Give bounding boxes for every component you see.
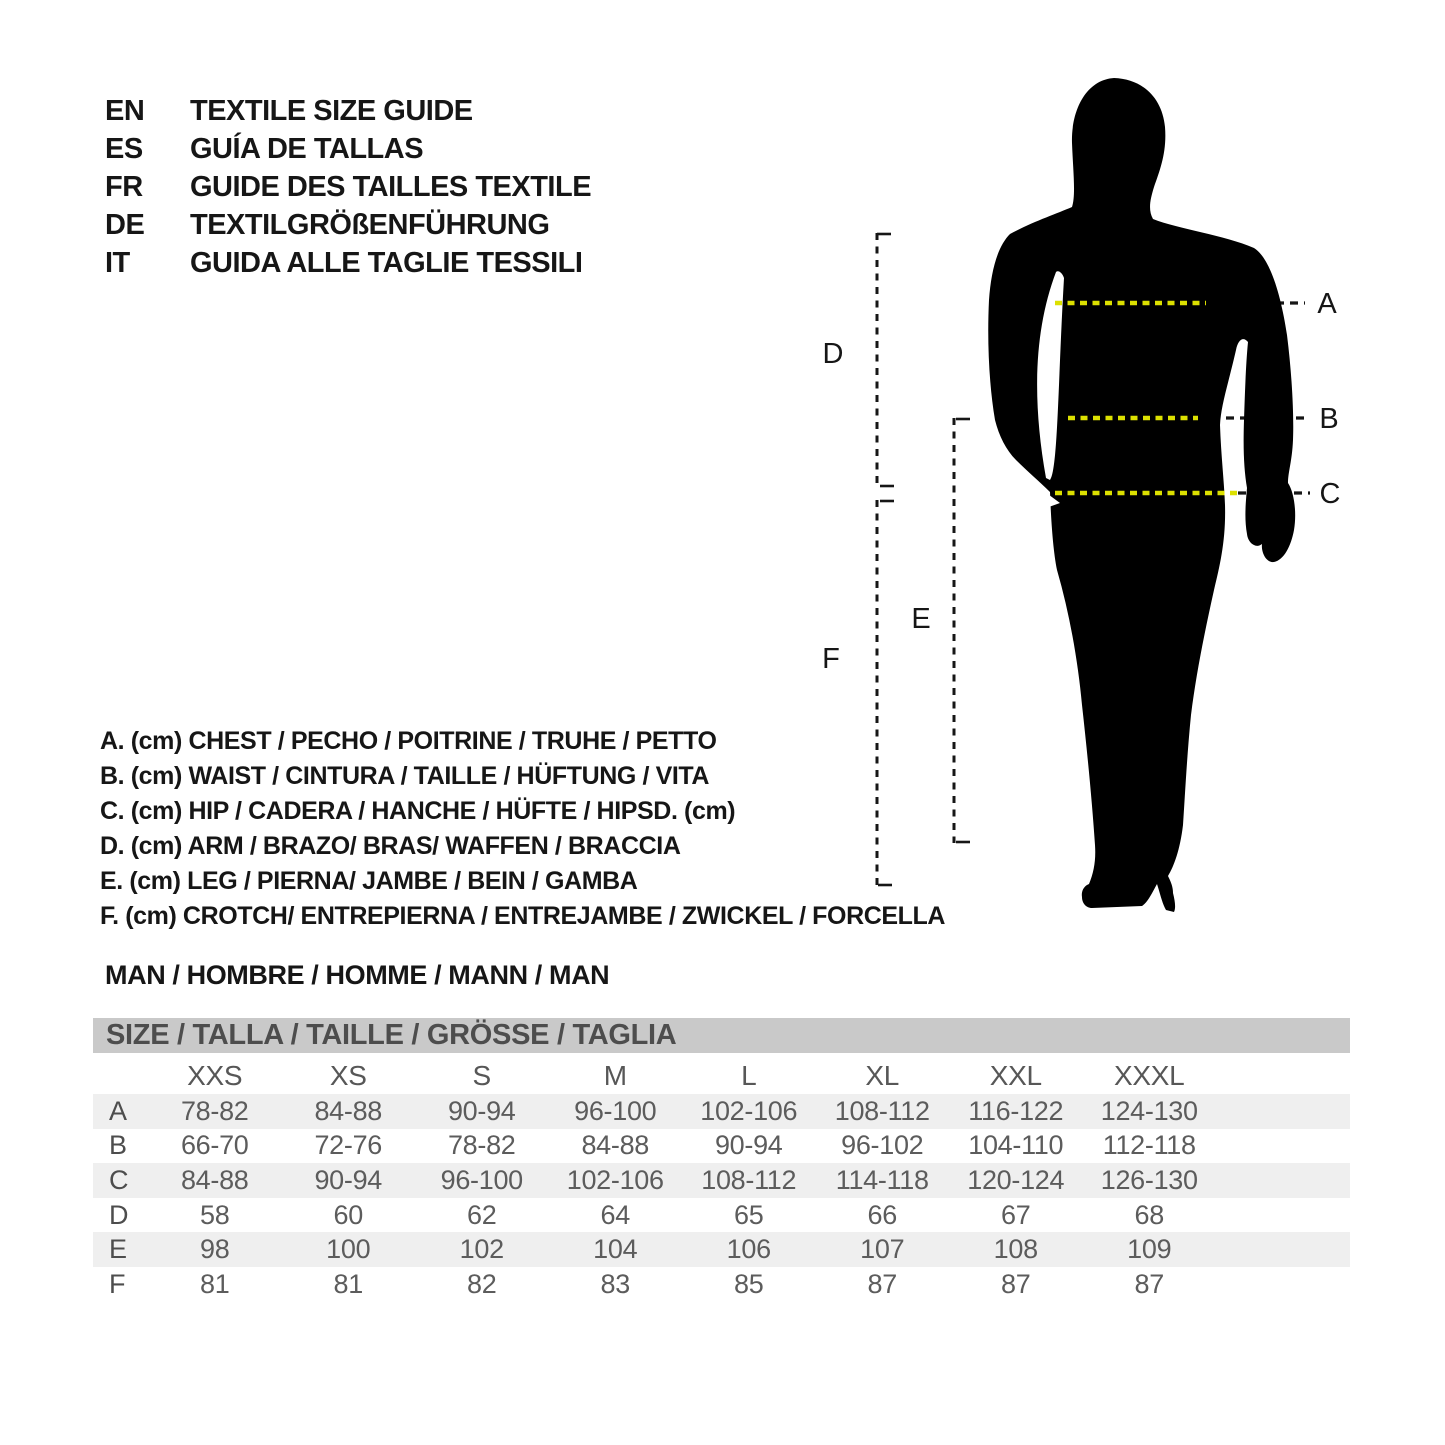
legend-item-chest: A. (cm) CHEST / PECHO / POITRINE / TRUHE / PETTO — [100, 727, 717, 755]
legend-item-crotch: F. (cm) CROTCH/ ENTREPIERNA / ENTREJAMBE / ZWICKEL / FORCELLA — [100, 902, 946, 930]
table-cell: 84-88 — [581, 1130, 650, 1161]
size-table — [93, 1018, 1350, 1302]
table-cell: 81 — [200, 1268, 230, 1299]
table-cell: 84-88 — [314, 1095, 383, 1126]
language-code: EN — [105, 94, 145, 127]
table-cell: 84-88 — [180, 1164, 249, 1195]
table-cell: 65 — [734, 1199, 764, 1230]
language-code: ES — [105, 132, 143, 165]
table-cell: 87 — [1134, 1268, 1164, 1299]
table-cell: 109 — [1127, 1234, 1172, 1265]
legend-item-leg: E. (cm) LEG / PIERNA/ JAMBE / BEIN / GAMBA — [100, 867, 638, 895]
size-table-header: SIZE / TALLA / TAILLE / GRÖSSE / TAGLIA — [93, 1018, 1350, 1053]
table-cell: 72-76 — [314, 1130, 383, 1161]
guide-title: TEXTILE SIZE GUIDE — [190, 94, 473, 127]
marker-label-hip: C — [1319, 478, 1341, 510]
table-cell: 67 — [1001, 1199, 1031, 1230]
table-row-waist — [93, 1129, 1350, 1164]
table-cell: 108-112 — [701, 1164, 797, 1195]
table-cell: 87 — [867, 1268, 897, 1299]
size-column-header: XXS — [187, 1060, 243, 1091]
row-label: E — [109, 1234, 127, 1265]
table-cell: 116-122 — [968, 1095, 1064, 1126]
table-cell: 78-82 — [447, 1130, 516, 1161]
table-cell: 108 — [993, 1234, 1038, 1265]
table-cell: 82 — [467, 1268, 497, 1299]
size-table-sizes-row — [93, 1058, 1350, 1094]
table-cell: 98 — [200, 1234, 230, 1265]
category-label: MAN / HOMBRE / HOMME / MANN / MAN — [105, 960, 610, 990]
marker-label-crotch: F — [822, 643, 840, 675]
size-column-header: XXXL — [1114, 1060, 1185, 1091]
table-cell: 120-124 — [967, 1164, 1065, 1195]
table-cell: 96-102 — [841, 1130, 924, 1161]
language-code: DE — [105, 208, 145, 241]
table-cell: 62 — [467, 1199, 497, 1230]
marker-label-leg: E — [911, 603, 931, 635]
table-cell: 64 — [600, 1199, 630, 1230]
marker-label-arm: D — [822, 338, 844, 370]
legend-item-hip: C. (cm) HIP / CADERA / HANCHE / HÜFTE / HIPSD. (cm) — [100, 797, 736, 825]
size-column-header: S — [472, 1060, 491, 1091]
table-cell: 90-94 — [447, 1095, 516, 1126]
row-label: C — [109, 1164, 129, 1195]
table-cell: 104-110 — [968, 1130, 1064, 1161]
language-code: IT — [105, 246, 130, 279]
row-label: A — [109, 1095, 127, 1126]
size-column-header: XL — [865, 1060, 900, 1091]
table-cell: 90-94 — [714, 1130, 783, 1161]
table-cell: 104 — [593, 1234, 638, 1265]
table-cell: 66 — [867, 1199, 897, 1230]
table-row-leg — [93, 1232, 1350, 1267]
table-cell: 96-100 — [440, 1164, 523, 1195]
table-cell: 100 — [326, 1234, 371, 1265]
table-cell: 102 — [459, 1234, 504, 1265]
guide-title: TEXTILGRÖßENFÜHRUNG — [190, 208, 550, 241]
legend-item-arm: D. (cm) ARM / BRAZO/ BRAS/ WAFFEN / BRACCIA — [100, 832, 681, 860]
table-cell: 96-100 — [574, 1095, 657, 1126]
row-label: F — [109, 1268, 126, 1299]
marker-label-waist: B — [1319, 403, 1339, 435]
guide-title: GUIDE DES TAILLES TEXTILE — [190, 170, 592, 203]
guide-title: GUIDA ALLE TAGLIE TESSILI — [190, 246, 583, 279]
table-cell: 58 — [200, 1199, 230, 1230]
table-cell: 106 — [726, 1234, 771, 1265]
table-cell: 108-112 — [834, 1095, 930, 1126]
table-cell: 83 — [600, 1268, 630, 1299]
table-cell: 81 — [333, 1268, 363, 1299]
table-row-chest — [93, 1094, 1350, 1129]
marker-label-chest: A — [1317, 288, 1337, 320]
table-cell: 102-106 — [700, 1095, 798, 1126]
table-cell: 112-118 — [1102, 1130, 1196, 1161]
table-cell: 78-82 — [180, 1095, 249, 1126]
table-cell: 124-130 — [1100, 1095, 1198, 1126]
table-cell: 126-130 — [1100, 1164, 1198, 1195]
table-cell: 60 — [333, 1199, 363, 1230]
size-column-header: XS — [329, 1060, 367, 1091]
size-column-header: XXL — [989, 1060, 1042, 1091]
language-code: FR — [105, 170, 143, 203]
table-row-arm — [93, 1198, 1350, 1233]
table-cell: 87 — [1001, 1268, 1031, 1299]
table-cell: 85 — [734, 1268, 764, 1299]
table-cell: 66-70 — [180, 1130, 249, 1161]
row-label: B — [109, 1130, 127, 1161]
table-cell: 90-94 — [314, 1164, 383, 1195]
table-cell: 68 — [1134, 1199, 1164, 1230]
legend-item-waist: B. (cm) WAIST / CINTURA / TAILLE / HÜFTUNG / VITA — [100, 762, 710, 790]
table-row-hip — [93, 1163, 1350, 1198]
size-column-header: L — [741, 1060, 757, 1091]
size-column-header: M — [603, 1060, 627, 1091]
table-row-crotch — [93, 1267, 1350, 1302]
guide-title: GUÍA DE TALLAS — [190, 132, 424, 165]
row-label: D — [109, 1199, 129, 1230]
man-silhouette — [988, 78, 1295, 912]
table-cell: 114-118 — [835, 1164, 929, 1195]
measurement-legend — [100, 724, 945, 934]
table-cell: 102-106 — [566, 1164, 664, 1195]
table-cell: 107 — [860, 1234, 905, 1265]
